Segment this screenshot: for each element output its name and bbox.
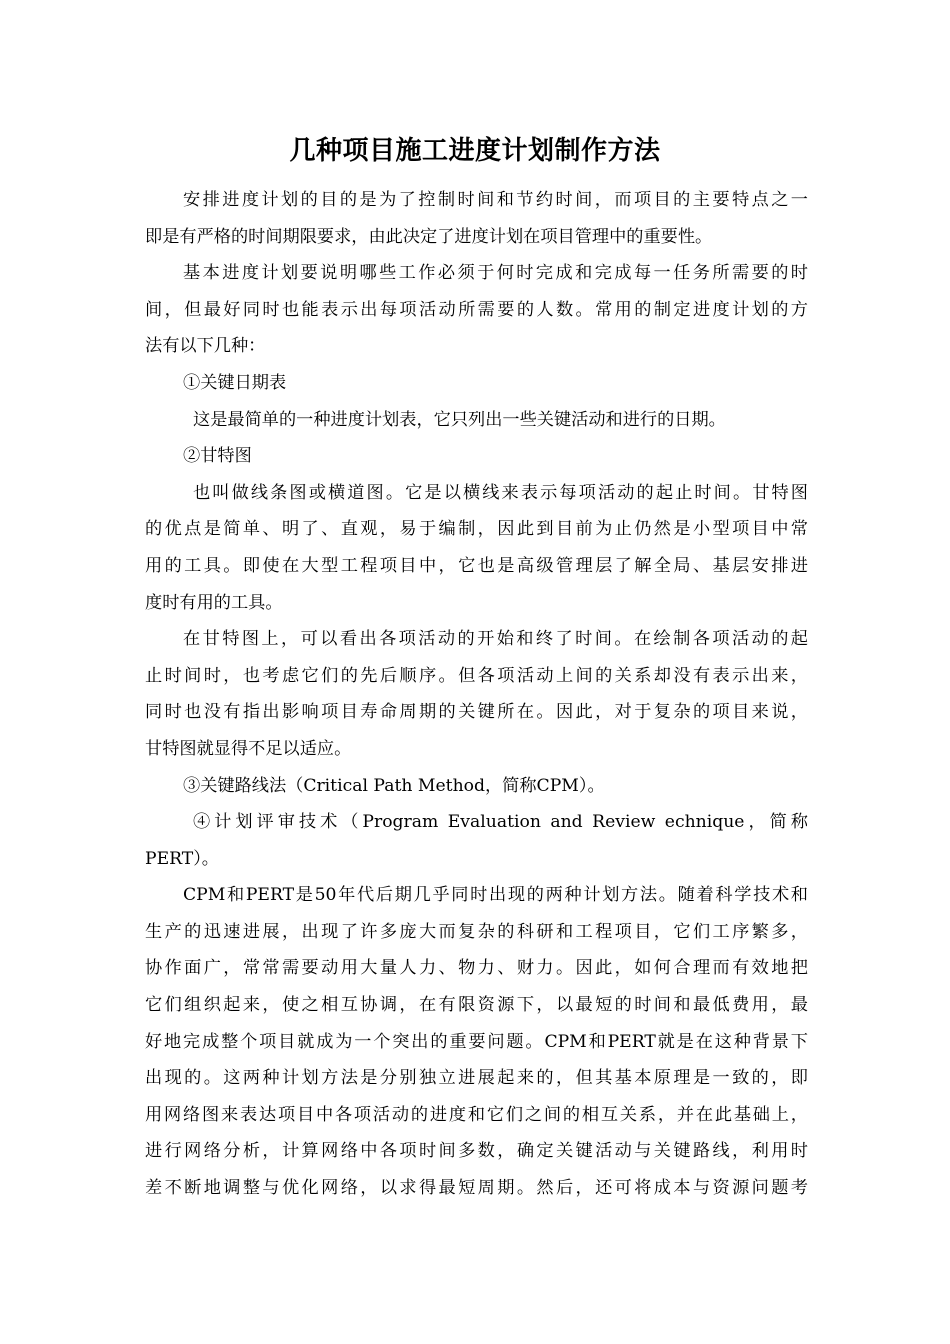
document-body — [145, 182, 808, 1207]
paragraph-line: 用网络图来表达项目中各项活动的进度和它们之间的相互关系，并在此基础上， — [145, 1104, 808, 1125]
paragraph-line: 差不断地调整与优化网络，以求得最短周期。然后，还可将成本与资源问题考 — [145, 1178, 808, 1199]
paragraph-line: PERT）。 — [145, 848, 219, 869]
document-title: 几种项目施工进度计划制作方法 — [289, 136, 661, 166]
paragraph-line: 甘特图就显得不足以适应。 — [145, 738, 352, 759]
list-item-heading: ④计划评审技术（Program Evaluation and Review echnique，简称 — [193, 812, 808, 833]
paragraph-line: 用的工具。即使在大型工程项目中，它也是高级管理层了解全局、基层安排进 — [145, 555, 808, 576]
paragraph-line: 进行网络分析，计算网络中各项时间多数，确定关键活动与关键路线，利用时 — [145, 1141, 808, 1162]
paragraph-line: 在甘特图上，可以看出各项活动的开始和终了时间。在绘制各项活动的起 — [183, 629, 808, 650]
paragraph-line: 度时有用的工具。 — [145, 592, 283, 613]
list-item-heading: ③关键路线法（Critical Path Method，简称CPM）。 — [183, 775, 605, 796]
paragraph-line: 好地完成整个项目就成为一个突出的重要问题。CPM和PERT就是在这种背景下 — [145, 1031, 808, 1052]
paragraph-line: 也叫做线条图或横道图。它是以横线来表示每项活动的起止时间。甘特图 — [193, 482, 808, 503]
paragraph-line: 安排进度计划的目的是为了控制时间和节约时间，而项目的主要特点之一 — [183, 190, 808, 210]
paragraph-line: 协作面广，常常需要动用大量人力、物力、财力。因此，如何合理而有效地把 — [145, 958, 808, 979]
paragraph-line: 这是最简单的一种进度计划表，它只列出一些关键活动和进行的日期。 — [193, 409, 726, 430]
paragraph-line: 出现的。这两种计划方法是分别独立进展起来的，但其基本原理是一致的，即 — [145, 1068, 808, 1089]
paragraph-line: 间，但最好同时也能表示出每项活动所需要的人数。常用的制定进度计划的方 — [145, 299, 808, 320]
paragraph-line: 生产的迅速进展，出现了许多庞大而复杂的科研和工程项目，它们工序繁多， — [145, 921, 808, 942]
paragraph-line: 它们组织起来，使之相互协调，在有限资源下，以最短的时间和最低费用，最 — [145, 995, 808, 1016]
paragraph-line: 法有以下几种： — [145, 336, 266, 357]
list-item-heading: ②甘特图 — [183, 446, 252, 467]
paragraph-line: 的优点是简单、明了、直观，易于编制，因此到目前为止仍然是小型项目中常 — [145, 519, 808, 540]
paragraph-line: 基本进度计划要说明哪些工作必须于何时完成和完成每一任务所需要的时 — [183, 263, 808, 284]
list-item-heading: ①关键日期表 — [183, 372, 287, 393]
paragraph-line: CPM和PERT是50年代后期几乎同时出现的两种计划方法。随着科学技术和 — [183, 885, 808, 906]
paragraph-line: 同时也没有指出影响项目寿命周期的关键所在。因此，对于复杂的项目来说， — [145, 702, 808, 723]
paragraph-line: 止时间时，也考虑它们的先后顺序。但各项活动上间的关系却没有表示出来， — [145, 665, 808, 686]
paragraph-line: 即是有严格的时间期限要求，由此决定了进度计划在项目管理中的重要性。 — [145, 226, 713, 247]
